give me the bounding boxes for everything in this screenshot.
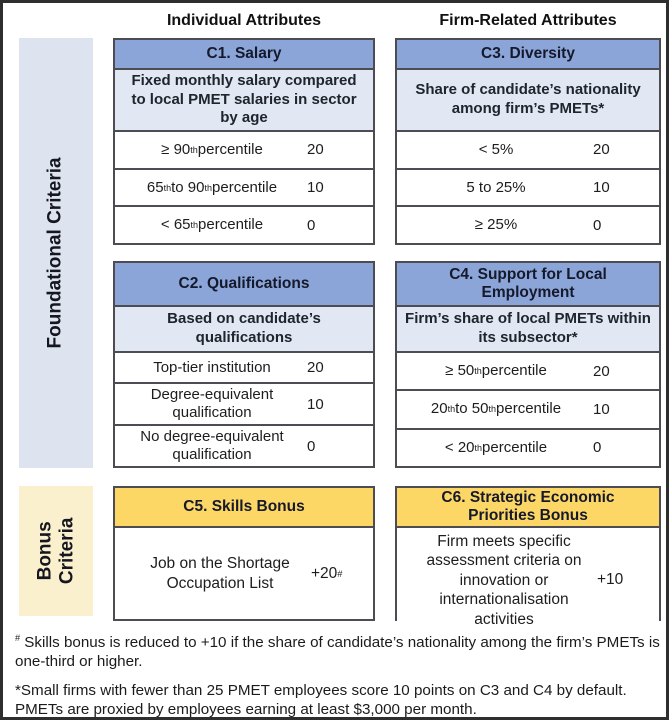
table-c6-title: C6. Strategic Economic Priorities Bonus: [397, 488, 659, 528]
row-score: 20: [593, 141, 610, 159]
bonus-score: +20 #: [311, 564, 343, 582]
table-c3-subtitle: Share of candidate’s nationality among firm’s PMETs*: [397, 70, 659, 132]
row-label: No degree-equivalent qualification: [140, 428, 284, 463]
table-c2-qualifications: [113, 261, 375, 468]
row-label: < 65 th percentile: [160, 216, 264, 234]
table-row: [397, 391, 659, 429]
row-label: < 5%: [478, 140, 514, 158]
row-label: ≥ 90 th percentile: [161, 140, 263, 158]
row-label: ≥ 25%: [474, 216, 518, 234]
table-c1-title: C1. Salary: [115, 40, 373, 70]
table-c2-title: C2. Qualifications: [115, 263, 373, 307]
table-c4-support-local-employment: [395, 261, 661, 468]
table-c6-strategic-economic-priorities-bonus: [395, 486, 661, 628]
individual-attributes-column-header: Individual Attributes: [166, 12, 322, 29]
firm-related-attributes-column-header: Firm-Related Attributes: [439, 12, 617, 29]
table-row: [397, 170, 659, 208]
bonus-criteria-sidebar: [19, 486, 93, 616]
table-row: [397, 132, 659, 170]
footnotes: [15, 633, 663, 720]
row-label: 65 th to 90 th percentile: [146, 178, 278, 196]
table-row: [115, 170, 373, 208]
table-row: [115, 207, 373, 243]
table-c1-salary: [113, 38, 375, 245]
row-score: 10: [593, 179, 610, 196]
footnote-small-firms: *Small firms with fewer than 25 PMET employees score 10 points on C3 and C4 by default. PMETs are proxied by employees earning at least $3,000 per month.: [15, 681, 627, 719]
foundational-criteria-label: Foundational Criteria: [45, 157, 67, 349]
table-c4-subtitle: Firm’s share of local PMETs within its subsector*: [397, 307, 659, 353]
foundational-criteria-sidebar: [19, 38, 93, 468]
table-c3-title: C3. Diversity: [397, 40, 659, 70]
table-c6-body: [397, 528, 659, 633]
table-c3-diversity: [395, 38, 661, 245]
table-c5-title: C5. Skills Bonus: [115, 488, 373, 528]
bonus-score: +10: [597, 571, 624, 589]
row-score: 20: [307, 359, 324, 376]
table-row: [115, 384, 373, 426]
row-score: 0: [307, 437, 316, 455]
table-c5-body: [115, 528, 373, 619]
row-label: 5 to 25%: [466, 178, 526, 196]
row-score: 0: [307, 216, 316, 234]
row-score: 10: [307, 395, 324, 413]
bonus-label: Firm meets specific assessment criteria on innovation or internationalisation activities: [426, 533, 582, 628]
row-label: ≥ 50 th percentile: [445, 362, 547, 380]
row-label: Degree-equivalent qualification: [150, 386, 274, 421]
row-label: 20 th to 50 th percentile: [430, 400, 562, 418]
bonus-label: Job on the Shortage Occupation List: [150, 555, 290, 592]
table-row: [115, 132, 373, 170]
row-score: 0: [593, 439, 602, 457]
row-label: < 20 th percentile: [444, 438, 548, 456]
table-c1-subtitle: Fixed monthly salary compared to local PMET salaries in sector by age: [115, 70, 373, 132]
table-c4-title: C4. Support for Local Employment: [397, 263, 659, 307]
table-row: [397, 430, 659, 466]
row-score: 10: [307, 179, 324, 196]
footnote-skills-bonus: # Skills bonus is reduced to +10 if the share of candidate’s nationality among the firm’s PMETs is one-third or higher.: [15, 632, 660, 671]
bonus-criteria-label: Bonus Criteria: [34, 517, 77, 585]
table-c2-subtitle: Based on candidate’s qualifications: [115, 307, 373, 353]
table-row: [397, 207, 659, 243]
row-score: 20: [593, 362, 610, 380]
row-score: 10: [593, 400, 610, 418]
row-score: 20: [307, 141, 324, 159]
table-row: [115, 426, 373, 466]
row-score: 0: [593, 216, 602, 234]
table-row: [397, 353, 659, 391]
table-c5-skills-bonus: [113, 486, 375, 621]
table-row: [115, 353, 373, 384]
row-label: Top-tier institution: [153, 358, 271, 376]
